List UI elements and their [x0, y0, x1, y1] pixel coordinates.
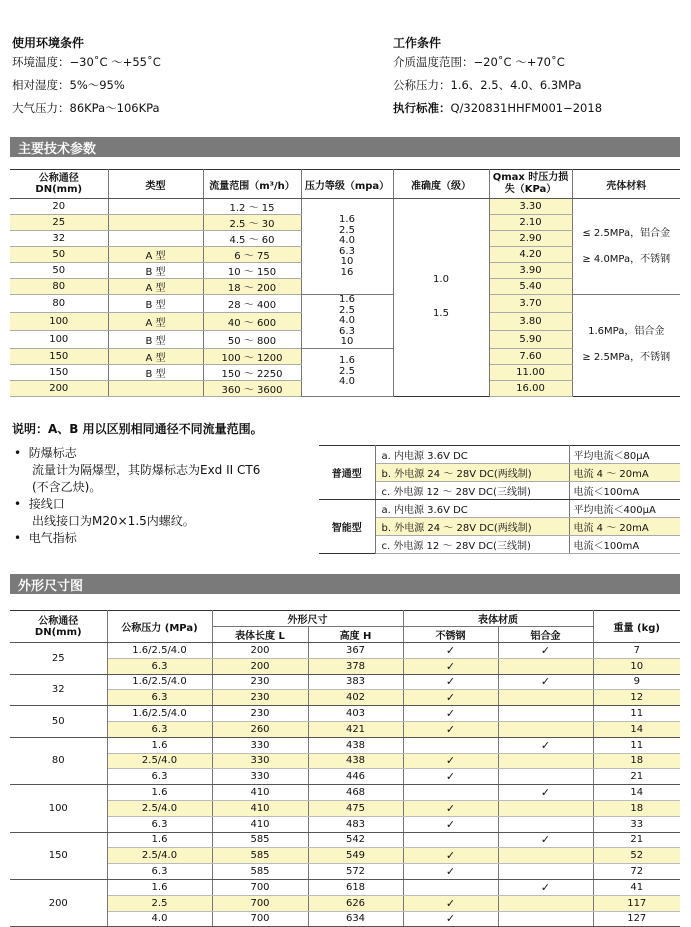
height-cell: 378 [308, 658, 403, 674]
spec-table [10, 169, 680, 397]
stainless-cell [403, 690, 498, 706]
loss-cell: 11.00 [489, 364, 572, 380]
loss-cell: 3.80 [489, 312, 572, 330]
type-cell: A 型 [108, 312, 203, 330]
flow-cell: 10 ～ 150 [203, 263, 301, 279]
type-cell: A 型 [108, 348, 203, 364]
material-cell [572, 295, 680, 397]
power-source: a. 内电源 3.6V DC [375, 500, 569, 518]
pressure-value: 6.3 [339, 245, 355, 257]
bullet-text: 出线接口为M20×1.5内螺纹。 [32, 514, 195, 528]
height-cell: 618 [308, 879, 403, 895]
electrical-row [319, 446, 680, 464]
dn-cell: 150 [10, 348, 108, 364]
flow-cell: 4.5 ～ 60 [203, 231, 301, 247]
weight-cell: 11 [593, 737, 680, 753]
pressure-cell: 2.5/4.0 [107, 753, 212, 769]
stainless-cell [403, 737, 498, 753]
dn-cell: 100 [10, 312, 108, 330]
bullet-item: • 接线口 [14, 497, 65, 511]
col-stainless: 不锈钢 [403, 627, 498, 643]
height-cell: 626 [308, 895, 403, 911]
flow-cell: 360 ～ 3600 [203, 380, 301, 396]
check-icon: ✓ [445, 817, 456, 831]
spec-row [10, 295, 680, 313]
length-cell: 410 [212, 800, 308, 816]
accuracy-value: 1.0 [433, 274, 449, 286]
aluminum-cell [498, 816, 593, 832]
dn-cell: 200 [10, 879, 107, 926]
height-cell: 634 [308, 911, 403, 927]
material-value: ≤ 2.5MPa，铝合金 [582, 227, 671, 239]
pressure-cell: 6.3 [107, 864, 212, 880]
type-cell [108, 380, 203, 396]
pressure-value: 4.0 [339, 376, 355, 388]
weight-cell: 12 [593, 690, 680, 706]
dn-cell: 100 [10, 785, 107, 832]
type-cell [108, 215, 203, 231]
pressure-value: 2.5 [339, 365, 355, 377]
weight-cell: 9 [593, 674, 680, 690]
height-cell: 383 [308, 674, 403, 690]
height-cell: 542 [308, 832, 403, 848]
stainless-cell [403, 769, 498, 785]
col-length: 表体长度 L [212, 627, 308, 643]
pressure-cell [301, 199, 393, 295]
type-cell: B 型 [108, 263, 203, 279]
power-source: c. 外电源 12 ～ 28V DC(三线制) [375, 536, 569, 554]
height-cell: 549 [308, 848, 403, 864]
pressure-cell: 1.6 [107, 832, 212, 848]
col-material: 表体材质 [403, 611, 593, 627]
type-cell: A 型 [108, 279, 203, 295]
aluminum-cell [498, 864, 593, 880]
loss-cell: 3.90 [489, 263, 572, 279]
weight-cell: 21 [593, 769, 680, 785]
loss-cell: 3.30 [489, 199, 572, 215]
aluminum-cell [498, 737, 593, 753]
standard-value: Q/320831HHFM001−2018 [450, 101, 603, 115]
stainless-cell [403, 643, 498, 659]
aluminum-cell [498, 721, 593, 737]
pressure-cell: 1.6 [107, 737, 212, 753]
flow-cell: 2.5 ～ 30 [203, 215, 301, 231]
length-cell: 330 [212, 769, 308, 785]
current-spec: 电流 4 ～ 20mA [569, 464, 680, 482]
col-pressure: 压力等级（mpa） [301, 170, 393, 199]
length-cell: 410 [212, 785, 308, 801]
current-spec: 电流＜100mA [569, 536, 680, 554]
dn-cell: 80 [10, 279, 108, 295]
weight-cell: 33 [593, 816, 680, 832]
dimension-row [10, 769, 680, 785]
material-cell [572, 199, 680, 295]
material-value: 1.6MPa，铝合金 [588, 326, 665, 338]
col-aluminum: 铝合金 [498, 627, 593, 643]
dimension-row [10, 785, 680, 801]
flow-cell: 40 ～ 600 [203, 312, 301, 330]
stainless-cell [403, 848, 498, 864]
pressure-cell: 1.6/2.5/4.0 [107, 674, 212, 690]
check-icon: ✓ [445, 722, 456, 736]
current-spec: 电流＜100mA [569, 482, 680, 500]
length-cell: 410 [212, 816, 308, 832]
dn-cell: 150 [10, 832, 107, 879]
check-icon: ✓ [540, 880, 551, 894]
bullet-list [14, 445, 260, 547]
pressure-cell: 1.6 [107, 785, 212, 801]
dimension-row [10, 658, 680, 674]
bullet-text: (不含乙炔)。 [32, 480, 102, 494]
aluminum-cell [498, 690, 593, 706]
electrical-table [319, 445, 680, 554]
loss-cell: 4.20 [489, 247, 572, 263]
check-icon: ✓ [445, 865, 456, 879]
pressure-cell: 1.6/2.5/4.0 [107, 706, 212, 722]
aluminum-cell [498, 832, 593, 848]
weight-cell: 11 [593, 706, 680, 722]
length-cell: 260 [212, 721, 308, 737]
pressure-cell: 6.3 [107, 769, 212, 785]
weight-cell: 14 [593, 785, 680, 801]
weight-cell: 127 [593, 911, 680, 927]
standard-line [393, 97, 602, 120]
pressure-cell: 1.6/2.5/4.0 [107, 643, 212, 659]
type-cell [108, 231, 203, 247]
dimension-row [10, 864, 680, 880]
pressure-cell: 6.3 [107, 658, 212, 674]
dimension-row [10, 721, 680, 737]
dimension-row [10, 816, 680, 832]
pressure-value: 1.6 [339, 294, 355, 305]
pressure-value: 2.5 [339, 224, 355, 236]
loss-cell: 7.60 [489, 348, 572, 364]
power-source: a. 内电源 3.6V DC [375, 446, 569, 464]
dimension-row [10, 911, 680, 927]
pressure-cell [301, 348, 393, 396]
section-title: 外形尺寸图 [18, 579, 84, 594]
stainless-cell [403, 721, 498, 737]
aluminum-cell [498, 848, 593, 864]
dimension-row [10, 690, 680, 706]
flow-cell: 100 ～ 1200 [203, 348, 301, 364]
stainless-cell [403, 674, 498, 690]
env-line: 环境温度：−30˚C ～+55˚C [12, 55, 161, 69]
loss-cell: 2.10 [489, 215, 572, 231]
check-icon: ✓ [540, 643, 551, 657]
flow-cell: 18 ～ 200 [203, 279, 301, 295]
weight-cell: 18 [593, 800, 680, 816]
check-icon: ✓ [445, 659, 456, 673]
length-cell: 585 [212, 848, 308, 864]
bullet-text: 流量计为隔爆型，其防爆标志为Exd II CT6 [32, 463, 261, 477]
aluminum-cell [498, 674, 593, 690]
loss-cell: 2.90 [489, 231, 572, 247]
check-icon: ✓ [540, 833, 551, 847]
stainless-cell [403, 895, 498, 911]
dn-cell: 100 [10, 330, 108, 348]
loss-cell: 5.90 [489, 330, 572, 348]
pressure-value: 1.6 [339, 355, 355, 367]
height-cell: 483 [308, 816, 403, 832]
dimension-row [10, 674, 680, 690]
check-icon: ✓ [540, 738, 551, 752]
stainless-cell [403, 706, 498, 722]
work-line: 公称压力：1.6、2.5、4.0、6.3MPa [393, 78, 582, 92]
pressure-cell: 6.3 [107, 690, 212, 706]
length-cell: 700 [212, 911, 308, 927]
pressure-value: 2.5 [339, 304, 355, 316]
check-icon: ✓ [445, 691, 456, 705]
check-icon: ✓ [445, 849, 456, 863]
stainless-cell [403, 832, 498, 848]
pressure-cell: 6.3 [107, 721, 212, 737]
current-spec: 平均电流＜400μA [569, 500, 680, 518]
current-spec: 平均电流＜80μA [569, 446, 680, 464]
weight-cell: 21 [593, 832, 680, 848]
dn-cell: 200 [10, 380, 108, 396]
weight-cell: 72 [593, 864, 680, 880]
dn-cell: 150 [10, 364, 108, 380]
check-icon: ✓ [445, 896, 456, 910]
stainless-cell [403, 911, 498, 927]
note: 说明：A、B 用以区别相同通径不同流量范围。 [12, 422, 263, 436]
pressure-value: 4.0 [339, 235, 355, 246]
dn-cell: 80 [10, 737, 107, 784]
material-value: ≥ 2.5MPa，不锈钢 [582, 352, 671, 364]
length-cell: 700 [212, 879, 308, 895]
weight-cell: 18 [593, 753, 680, 769]
spec-row [10, 199, 680, 215]
dimension-table [10, 610, 680, 927]
bullet-item: • 电气指标 [14, 531, 77, 545]
aluminum-cell [498, 785, 593, 801]
dn-cell: 20 [10, 199, 108, 215]
height-cell: 475 [308, 800, 403, 816]
dn-cell: 25 [10, 215, 108, 231]
dn-cell: 50 [10, 247, 108, 263]
weight-cell: 52 [593, 848, 680, 864]
stainless-cell [403, 785, 498, 801]
pressure-cell: 2.5/4.0 [107, 848, 212, 864]
dn-cell: 32 [10, 231, 108, 247]
weight-cell: 10 [593, 658, 680, 674]
height-cell: 438 [308, 737, 403, 753]
type-cell: B 型 [108, 330, 203, 348]
col-material: 壳体材料 [572, 170, 680, 199]
col-loss: Qmax 时压力损失（KPa） [489, 170, 572, 199]
power-source: b. 外电源 24 ～ 28V DC(两线制) [375, 464, 569, 482]
length-cell: 585 [212, 832, 308, 848]
height-cell: 403 [308, 706, 403, 722]
pressure-cell: 2.5/4.0 [107, 800, 212, 816]
pressure-cell: 4.0 [107, 911, 212, 927]
length-cell: 700 [212, 895, 308, 911]
section-header-specs [10, 137, 680, 157]
col-height: 高度 H [308, 627, 403, 643]
dimension-row [10, 706, 680, 722]
check-icon: ✓ [445, 801, 456, 815]
aluminum-cell [498, 753, 593, 769]
stainless-cell [403, 753, 498, 769]
check-icon: ✓ [540, 675, 551, 689]
weight-cell: 117 [593, 895, 680, 911]
col-weight: 重量 (kg) [593, 611, 680, 643]
power-source: c. 外电源 12 ～ 28V DC(三线制) [375, 482, 569, 500]
aluminum-cell [498, 643, 593, 659]
dn-cell: 50 [10, 263, 108, 279]
pressure-cell: 2.5 [107, 895, 212, 911]
bullet-item: • 防爆标志 [14, 446, 77, 460]
type-cell [108, 199, 203, 215]
length-cell: 585 [212, 864, 308, 880]
length-cell: 230 [212, 674, 308, 690]
electrical-row [319, 500, 680, 518]
length-cell: 330 [212, 753, 308, 769]
check-icon: ✓ [445, 643, 456, 657]
env-title: 使用环境条件 [12, 36, 85, 50]
col-type: 类型 [108, 170, 203, 199]
col-dn: 公称通径 DN(mm) [10, 170, 108, 199]
accuracy-value: 1.5 [433, 308, 449, 320]
pressure-value: 1.6 [339, 214, 355, 225]
dimension-row [10, 643, 680, 659]
flow-cell: 6 ～ 75 [203, 247, 301, 263]
pressure-value: 10 [340, 336, 354, 347]
current-spec: 电流 4 ～ 20mA [569, 518, 680, 536]
check-icon: ✓ [445, 707, 456, 721]
dimension-row [10, 895, 680, 911]
height-cell: 446 [308, 769, 403, 785]
power-source: b. 外电源 24 ～ 28V DC(两线制) [375, 518, 569, 536]
aluminum-cell [498, 895, 593, 911]
section-header-dimensions [10, 574, 680, 594]
dimension-row [10, 848, 680, 864]
stainless-cell [403, 864, 498, 880]
dimension-row [10, 800, 680, 816]
dimension-row [10, 879, 680, 895]
electrical-type: 普通型 [319, 446, 375, 500]
loss-cell: 3.70 [489, 295, 572, 313]
check-icon: ✓ [445, 754, 456, 768]
loss-cell: 16.00 [489, 380, 572, 396]
dimension-row [10, 832, 680, 848]
standard-label: 执行标准： [393, 101, 451, 115]
check-icon: ✓ [445, 912, 456, 926]
stainless-cell [403, 658, 498, 674]
col-flow: 流量范围（m³/h） [203, 170, 301, 199]
dn-cell: 50 [10, 706, 107, 738]
col-size: 外形尺寸 [212, 611, 403, 627]
col-accuracy: 准确度（级） [393, 170, 489, 199]
aluminum-cell [498, 769, 593, 785]
dn-cell: 80 [10, 295, 108, 313]
type-cell: A 型 [108, 247, 203, 263]
check-icon: ✓ [445, 770, 456, 784]
pressure-value: 6.3 [339, 325, 355, 337]
dimension-row [10, 753, 680, 769]
dn-cell: 25 [10, 643, 107, 675]
weight-cell: 41 [593, 879, 680, 895]
flow-cell: 150 ～ 2250 [203, 364, 301, 380]
weight-cell: 14 [593, 721, 680, 737]
work-line: 介质温度范围：−20˚C ～+70˚C [393, 55, 565, 69]
check-icon: ✓ [540, 786, 551, 800]
length-cell: 200 [212, 658, 308, 674]
height-cell: 572 [308, 864, 403, 880]
col-dn: 公称通径 DN(mm) [10, 611, 107, 643]
length-cell: 330 [212, 737, 308, 753]
weight-cell: 7 [593, 643, 680, 659]
flow-cell: 28 ～ 400 [203, 295, 301, 313]
aluminum-cell [498, 800, 593, 816]
type-cell: B 型 [108, 364, 203, 380]
flow-cell: 50 ～ 800 [203, 330, 301, 348]
env-line: 大气压力：86KPa～106KPa [12, 101, 160, 115]
accuracy-cell [393, 199, 489, 397]
aluminum-cell [498, 706, 593, 722]
pressure-value: 4.0 [339, 315, 355, 326]
material-value: ≥ 4.0MPa，不锈钢 [582, 253, 671, 265]
stainless-cell [403, 816, 498, 832]
stainless-cell [403, 800, 498, 816]
stainless-cell [403, 879, 498, 895]
flow-cell: 1.2 ～ 15 [203, 199, 301, 215]
work-title: 工作条件 [393, 36, 442, 50]
length-cell: 200 [212, 643, 308, 659]
loss-cell: 5.40 [489, 279, 572, 295]
pressure-cell: 1.6 [107, 879, 212, 895]
length-cell: 230 [212, 690, 308, 706]
dn-cell: 32 [10, 674, 107, 706]
height-cell: 402 [308, 690, 403, 706]
height-cell: 438 [308, 753, 403, 769]
col-pn: 公称压力 (MPa) [107, 611, 212, 643]
aluminum-cell [498, 879, 593, 895]
pressure-cell [301, 295, 393, 349]
type-cell: B 型 [108, 295, 203, 313]
pressure-value: 10 [340, 256, 354, 267]
pressure-cell: 6.3 [107, 816, 212, 832]
height-cell: 367 [308, 643, 403, 659]
env-line: 相对湿度：5%～95% [12, 78, 125, 92]
pressure-value: 16 [340, 266, 354, 278]
dimension-row [10, 737, 680, 753]
height-cell: 421 [308, 721, 403, 737]
aluminum-cell [498, 911, 593, 927]
electrical-type: 智能型 [319, 500, 375, 554]
aluminum-cell [498, 658, 593, 674]
section-title: 主要技术参数 [18, 142, 97, 157]
height-cell: 468 [308, 785, 403, 801]
check-icon: ✓ [445, 675, 456, 689]
length-cell: 230 [212, 706, 308, 722]
